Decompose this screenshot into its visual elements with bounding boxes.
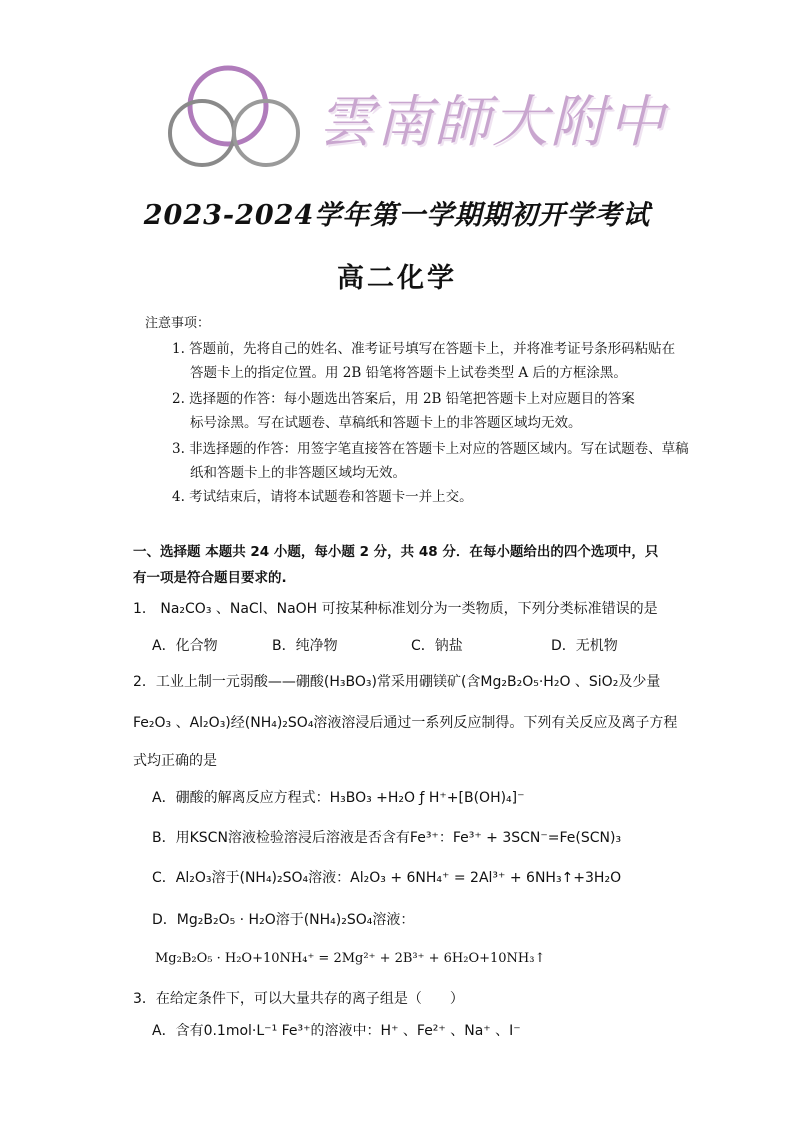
q2-option-a: A．硼酸的解离反应方程式：H₃BO₃ +H₂O ƒ H⁺+[B(OH)₄]⁻ — [152, 790, 525, 806]
q1-option-d: D．无机物 — [551, 638, 618, 654]
logo-text: 雲南師大附中 — [318, 90, 666, 155]
q2-option-c: C．Al₂O₃溶于(NH₄)₂SO₄溶液：Al₂O₃ + 6NH₄⁺ = 2Al³⁺ + 6NH₃↑+3H₂O — [152, 870, 622, 886]
notice-line: 3. 非选择题的作答：用签字笔直接答在答题卡上对应的答题区域内。写在试题卷、草稿 — [172, 441, 689, 457]
notice-line: 标号涂黑。写在试题卷、草稿纸和答题卡上的非答题区域均无效。 — [190, 415, 582, 431]
question-2-line1: 2．工业上制一元弱酸——硼酸(H₃BO₃)常采用硼镁矿(含Mg₂B₂O₅·H₂O 、SiO₂及少量 — [133, 674, 661, 690]
section-heading: 一、选择题 本题共 24 小题，每小题 2 分，共 48 分．在每小题给出的四个选项中，只 — [133, 544, 659, 560]
question-2-line3: 式均正确的是 — [133, 753, 217, 769]
question-1-stem: 1． Na₂CO₃ 、NaCl、NaOH 可按某种标准划分为一类物质，下列分类标准错误的是 — [133, 601, 658, 617]
q2-option-d: D．Mg₂B₂O₅ · H₂O溶于(NH₄)₂SO₄溶液： — [152, 912, 415, 928]
logo-ring-purple — [190, 68, 266, 144]
question-3-stem: 3．在给定条件下，可以大量共存的离子组是（ ） — [133, 991, 464, 1007]
notice-line: 纸和答题卡上的非答题区域均无效。 — [190, 465, 406, 481]
notice-line: 4. 考试结束后，请将本试题卷和答题卡一并上交。 — [172, 489, 473, 505]
exam-title: 2023-2024学年第一学期期初开学考试 — [143, 200, 651, 231]
notice-line: 答题卡上的指定位置。用 2B 铅笔将答题卡上试卷类型 A 后的方框涂黑。 — [190, 365, 627, 381]
question-2-line2: Fe₂O₃ 、Al₂O₃)经(NH₄)₂SO₄溶液溶浸后通过一系列反应制得。下列有关反应及离子方程 — [133, 715, 678, 731]
notice-line: 2. 选择题的作答：每小题选出答案后，用 2B 铅笔把答题卡上对应题目的答案 — [172, 391, 635, 407]
q1-option-a: A．化合物 — [152, 638, 218, 654]
notice-heading: 注意事项： — [145, 316, 211, 331]
q2-option-b: B．用KSCN溶液检验溶浸后溶液是否含有Fe³⁺：Fe³⁺ + 3SCN⁻=Fe(SCN)₃ — [152, 830, 622, 846]
q1-option-c: C．钠盐 — [411, 638, 463, 654]
q3-option-a: A．含有0.1mol·L⁻¹ Fe³⁺的溶液中：H⁺ 、Fe²⁺ 、Na⁺ 、I⁻ — [152, 1023, 521, 1039]
section-heading-cont: 有一项是符合题目要求的. — [133, 570, 287, 586]
q2-option-d-equation: Mg₂B₂O₅ · H₂O+10NH₄⁺ = 2Mg²⁺ + 2B³⁺ + 6H₂O+10NH₃↑ — [155, 951, 546, 966]
subject-title: 高二化学 — [337, 263, 457, 294]
notice-line: 1. 答题前，先将自己的姓名、准考证号填写在答题卡上，并将准考证号条形码粘贴在 — [172, 341, 676, 357]
q1-option-b: B．纯净物 — [272, 638, 338, 654]
